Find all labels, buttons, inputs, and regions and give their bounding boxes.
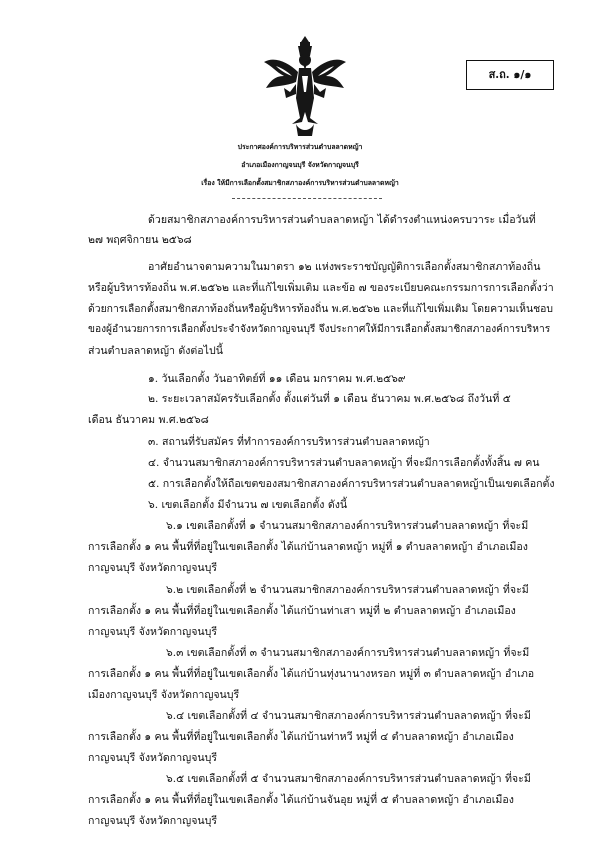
zone-line: กาญจนบุรี จังหวัดกาญจนบุรี — [88, 752, 218, 764]
list-item: ๒. ระยะเวลาสมัครรับเลือกตั้ง ตั้งแต่วันที่ ๑ เดือน ธันวาคม พ.ศ.๒๕๖๘ ถึงวันที่ ๕ — [148, 393, 511, 405]
zone-line: ๖.๕ เขตเลือกตั้งที่ ๕ จำนวนสมาชิกสภาองค์การบริหารส่วนตำบลลาดหญ้า ที่จะมี — [166, 773, 531, 785]
heading-organization: ประกาศองค์การบริหารส่วนตำบลลาดหญ้า — [237, 143, 363, 151]
zone-line: ๖.๓ เขตเลือกตั้งที่ ๓ จำนวนสมาชิกสภาองค์การบริหารส่วนตำบลลาดหญ้า ที่จะมี — [166, 647, 530, 659]
list-item: ๔. จำนวนสมาชิกสภาองค์การบริหารส่วนตำบลลาดหญ้า ที่จะมีการเลือกตั้งทั้งสิ้น ๗ คน — [148, 457, 540, 469]
paragraph-line: ด้วยการเลือกตั้งสมาชิกสภาท้องถิ่นหรือผู้บริหารท้องถิ่น พ.ศ.๒๕๖๒ และที่แก้ไขเพิ่มเติม โดยความเห็นชอบ — [88, 303, 553, 315]
zone-line: ๖.๑ เขตเลือกตั้งที่ ๑ จำนวนสมาชิกสภาองค์การบริหารส่วนตำบลลาดหญ้า ที่จะมี — [166, 520, 529, 532]
heading-district: อำเภอเมืองกาญจนบุรี จังหวัดกาญจนบุรี — [241, 161, 359, 169]
heading-divider — [232, 198, 382, 199]
garuda-emblem-icon — [262, 36, 348, 138]
zone-line: การเลือกตั้ง ๑ คน พื้นที่ที่อยู่ในเขตเลือกตั้ง ได้แก่บ้านทุ่งนานางหรอก หมู่ที่ ๓ ตำบลลาดหญ้า อำเภอ — [88, 668, 535, 680]
zone-line: ๖.๒ เขตเลือกตั้งที่ ๒ จำนวนสมาชิกสภาองค์การบริหารส่วนตำบลลาดหญ้า ที่จะมี — [166, 584, 529, 596]
list-item: ๓. สถานที่รับสมัคร ที่ทำการองค์การบริหารส่วนตำบลลาดหญ้า — [148, 436, 430, 448]
list-item: เดือน ธันวาคม พ.ศ.๒๕๖๘ — [88, 414, 209, 426]
zone-line: ๖.๔ เขตเลือกตั้งที่ ๔ จำนวนสมาชิกสภาองค์การบริหารส่วนตำบลลาดหญ้า ที่จะมี — [166, 710, 531, 722]
zone-line: เมืองกาญจนบุรี จังหวัดกาญจนบุรี — [88, 689, 240, 701]
paragraph-line: ด้วยสมาชิกสภาองค์การบริหารส่วนตำบลลาดหญ้า ได้ดำรงตำแหน่งครบวาระ เมื่อวันที่ — [148, 214, 536, 226]
paragraph-line: อาศัยอำนาจตามความในมาตรา ๑๒ แห่งพระราชบัญญัติการเลือกตั้งสมาชิกสภาท้องถิ่น — [148, 261, 541, 273]
paragraph-line: หรือผู้บริหารท้องถิ่น พ.ศ.๒๕๖๒ และที่แก้ไขเพิ่มเติม และข้อ ๗ ของระเบียบคณะกรรมการการเลือกตั้งว่า — [88, 282, 554, 294]
paragraph-line: ส่วนตำบลลาดหญ้า ดังต่อไปนี้ — [88, 345, 223, 357]
zone-line: กาญจนบุรี จังหวัดกาญจนบุรี — [88, 626, 218, 638]
zone-line: กาญจนบุรี จังหวัดกาญจนบุรี — [88, 815, 218, 827]
zone-line: การเลือกตั้ง ๑ คน พื้นที่ที่อยู่ในเขตเลือกตั้ง ได้แก่บ้านท่าหวี หมู่ที่ ๔ ตำบลลาดหญ้า อำเภอเมือง — [88, 731, 514, 743]
zone-line: กาญจนบุรี จังหวัดกาญจนบุรี — [88, 562, 218, 574]
list-item: ๑. วันเลือกตั้ง วันอาทิตย์ที่ ๑๑ เดือน มกราคม พ.ศ.๒๕๖๙ — [148, 373, 406, 385]
zone-line: การเลือกตั้ง ๑ คน พื้นที่ที่อยู่ในเขตเลือกตั้ง ได้แก่บ้านท่าเสา หมู่ที่ ๒ ตำบลลาดหญ้า อำเภอเมือง — [88, 605, 516, 617]
document-code-box: ส.ถ. ๑/๑ — [466, 60, 554, 90]
list-item: ๖. เขตเลือกตั้ง มีจำนวน ๗ เขตเลือกตั้ง ดังนี้ — [148, 499, 348, 511]
paragraph-line: ๒๗ พฤศจิกายน ๒๕๖๘ — [88, 234, 192, 246]
list-item: ๕. การเลือกตั้งให้ถือเขตของสมาชิกสภาองค์การบริหารส่วนตำบลลาดหญ้าเป็นเขตเลือกตั้ง — [148, 478, 555, 490]
zone-line: การเลือกตั้ง ๑ คน พื้นที่ที่อยู่ในเขตเลือกตั้ง ได้แก่บ้านจันอุย หมู่ที่ ๕ ตำบลลาดหญ้า อำเภอเมือง — [88, 794, 514, 806]
heading-subject: เรื่อง ให้มีการเลือกตั้งสมาชิกสภาองค์การบริหารส่วนตำบลลาดหญ้า — [201, 179, 399, 187]
zone-line: การเลือกตั้ง ๑ คน พื้นที่ที่อยู่ในเขตเลือกตั้ง ได้แก่บ้านลาดหญ้า หมู่ที่ ๑ ตำบลลาดหญ้า อำเภอเมือง — [88, 541, 528, 553]
paragraph-line: ของผู้อำนวยการการเลือกตั้งประจำจังหวัดกาญจนบุรี จึงประกาศให้มีการเลือกตั้งสมาชิกสภาองค์การบริหาร — [88, 324, 551, 335]
